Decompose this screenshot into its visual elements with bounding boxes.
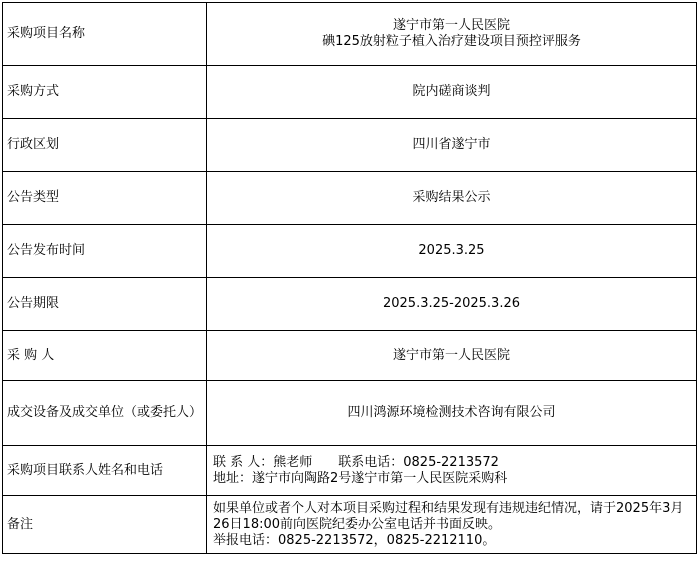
report-phone-text: 举报电话：0825-2213572，0825-2212110。: [213, 532, 496, 548]
row-label: 采购方式: [3, 66, 207, 119]
project-name-line-1: 遂宁市第一人民医院: [392, 18, 510, 33]
address-line: 地址：遂宁市向陶路2号遂宁市第一人民医院采购科: [213, 470, 508, 486]
row-value: [207, 3, 697, 66]
contact-line: 联 系 人：熊老师 联系电话：0825-2213572: [213, 454, 499, 470]
table-row: [3, 381, 697, 446]
row-value: 四川鸿源环境检测技术咨询有限公司: [207, 381, 697, 446]
row-label: 公告期限: [3, 278, 207, 331]
table-row: [3, 225, 697, 278]
row-label: 采购项目联系人姓名和电话: [3, 446, 207, 496]
procurement-result-table: [2, 2, 697, 554]
table-row: [3, 446, 697, 496]
row-value: [207, 446, 697, 496]
row-label: 采购项目名称: [3, 3, 207, 66]
table-row: [3, 278, 697, 331]
row-label: 公告类型: [3, 172, 207, 225]
row-value: 四川省遂宁市: [207, 119, 697, 172]
table-row: [3, 66, 697, 119]
row-value: 遂宁市第一人民医院: [207, 331, 697, 381]
table-row: [3, 3, 697, 66]
row-value: 院内磋商谈判: [207, 66, 697, 119]
row-label: 公告发布时间: [3, 225, 207, 278]
row-label: 备注: [3, 496, 207, 554]
row-value: 2025.3.25-2025.3.26: [207, 278, 697, 331]
row-label: 行政区划: [3, 119, 207, 172]
row-value: 采购结果公示: [207, 172, 697, 225]
remark-text: 如果单位或者个人对本项目采购过程和结果发现有违规违纪情况，请于2025年3月26日18:00前向医院纪委办公室电话并书面反映。: [213, 500, 684, 532]
table-row: [3, 331, 697, 381]
row-value: 2025.3.25: [207, 225, 697, 278]
project-name-line-2: 碘125放射粒子植入治疗建设项目预控评服务: [322, 34, 581, 49]
row-value: [207, 496, 697, 554]
table-row: [3, 496, 697, 554]
table-row: [3, 119, 697, 172]
row-label: 成交设备及成交单位（或委托人）: [3, 381, 207, 446]
row-label: 采 购 人: [3, 331, 207, 381]
table-row: [3, 172, 697, 225]
